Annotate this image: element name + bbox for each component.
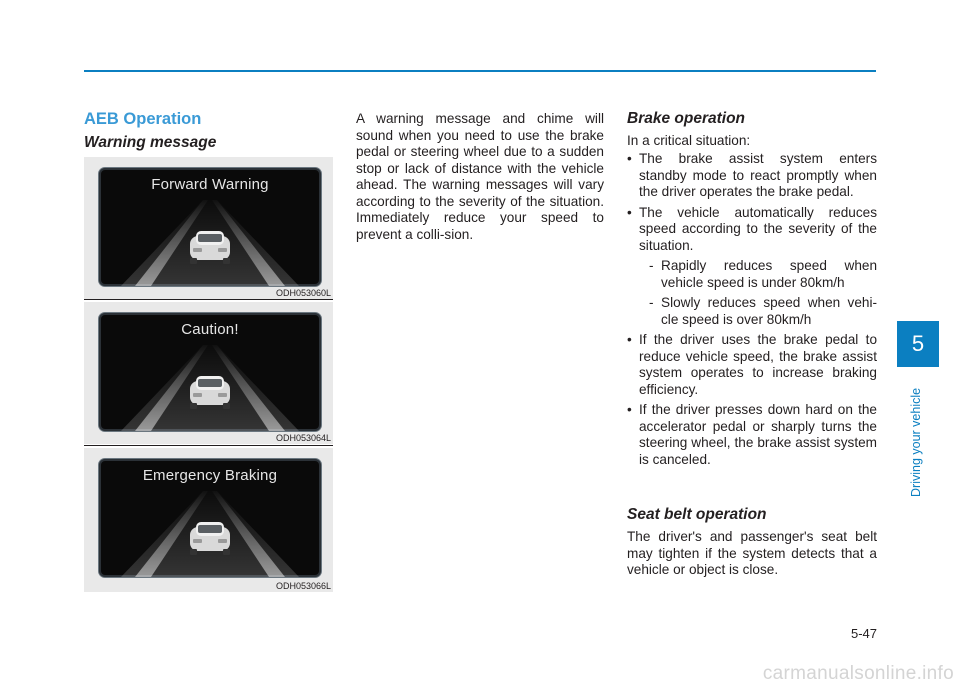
cluster-display — [98, 167, 322, 287]
list-item — [627, 402, 877, 468]
list-item — [627, 205, 877, 329]
car-icon — [187, 519, 233, 557]
seatbelt-paragraph: The driver's and passenger's seat belt may tighten if the system detects that a vehicle or object is close. — [627, 529, 877, 577]
figure-caution — [84, 302, 333, 444]
speed-sub-list — [639, 258, 877, 328]
chapter-label: Driving your vehicle — [909, 387, 923, 497]
list-item — [627, 151, 877, 201]
sub-list-item: - Rapidly reduces speed when vehicle speed is under 80km/h — [639, 258, 877, 291]
car-icon — [187, 373, 233, 411]
list-item-text: The brake assist system enters standby mode to react promptly when the driver operates the brake pedal. — [639, 151, 877, 199]
car-icon — [187, 228, 233, 266]
figure-code: ODH053066L — [275, 581, 331, 591]
brake-heading: Brake operation — [627, 110, 746, 127]
list-item-text: If the driver presses down hard on the accelerator pedal or sharply turns the steering wheel, the brake assist system is canceled. — [639, 402, 877, 467]
page-number: 5-47 — [850, 626, 877, 641]
warning-paragraph: A warning message and chime will sound when you need to use the brake pedal or steering wheel due to a sudden stop or lack of distance with the vehicle ahead. The warning messages will vary according to the severity of the situation. Immediately reduce your speed to prevent a colli-sion. — [356, 111, 604, 242]
cluster-display — [98, 458, 322, 578]
list-item-text: The vehicle automatically reduces speed according to the severity of the situation. — [639, 204, 877, 253]
warning-heading: Warning message — [84, 134, 217, 151]
figure-forward-warning — [84, 157, 333, 299]
brake-list — [627, 151, 877, 472]
section-title: AEB Operation — [84, 110, 202, 128]
brake-intro: In a critical situation: — [627, 133, 751, 148]
list-item-text: If the driver uses the brake pedal to reduce vehicle speed, the brake assist system operates to increase braking efficiency. — [639, 332, 877, 397]
cluster-display — [98, 312, 322, 432]
figure-divider — [84, 299, 333, 300]
figure-divider — [84, 445, 333, 446]
watermark: carmanualsonline.info — [762, 663, 954, 684]
display-title: Forward Warning — [151, 176, 269, 193]
chapter-number-tab: 5 — [897, 321, 939, 367]
figure-code: ODH053060L — [275, 288, 331, 298]
display-title: Emergency Braking — [142, 467, 278, 484]
seatbelt-heading: Seat belt operation — [627, 506, 767, 523]
figure-emergency-braking — [84, 448, 333, 592]
figure-code: ODH053064L — [275, 433, 331, 443]
top-rule — [84, 70, 876, 72]
sub-list-item: - Slowly reduces speed when vehi-cle speed is over 80km/h — [639, 295, 877, 328]
list-item — [627, 332, 877, 398]
display-title: Caution! — [181, 321, 239, 338]
